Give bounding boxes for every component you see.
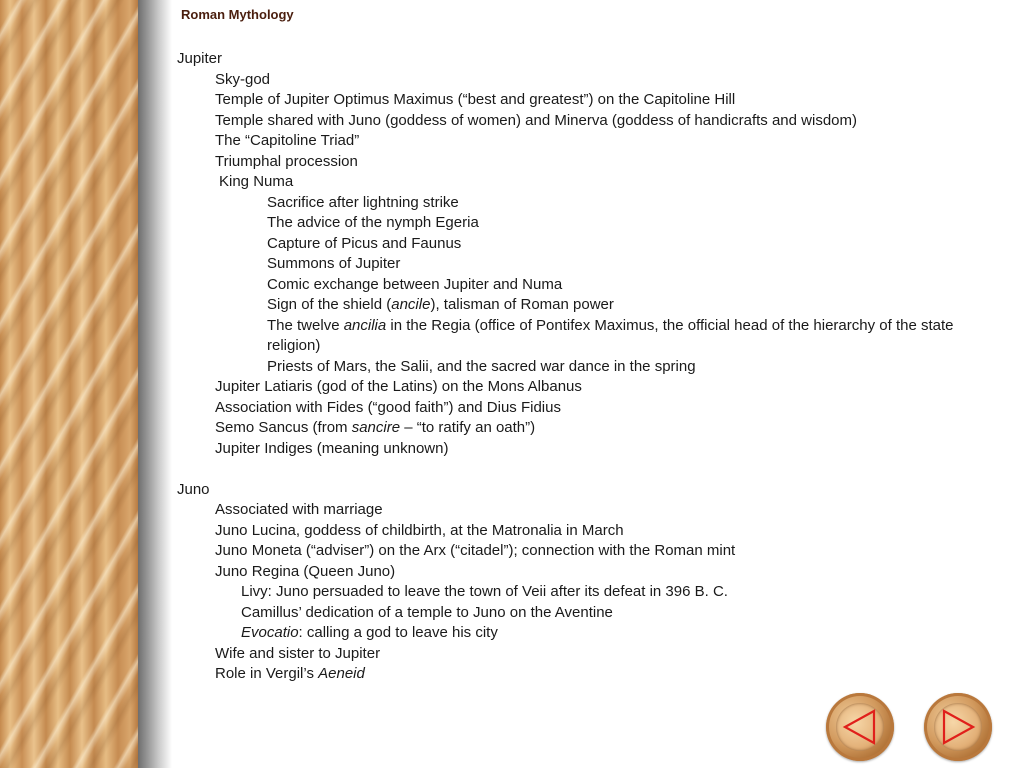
section-heading (177, 480, 997, 501)
outline-item (177, 418, 997, 439)
outline-item (177, 644, 997, 665)
section-gap (177, 459, 997, 480)
section-heading (177, 49, 997, 70)
previous-slide-button[interactable] (826, 693, 894, 761)
outline-item (177, 90, 997, 111)
text-run: Summons of Jupiter (267, 255, 401, 272)
outline-item (177, 193, 997, 214)
outline-item (177, 439, 997, 460)
text-run: King Numa (219, 173, 294, 190)
decorative-sidebar (0, 0, 138, 768)
outline-item (177, 316, 997, 357)
text-run: The “Capitoline Triad” (215, 132, 360, 149)
slide-content (177, 49, 997, 685)
text-run: – “to ratify an oath”) (400, 419, 536, 436)
outline-item (177, 521, 997, 542)
outline-item (177, 172, 997, 193)
outline-item (177, 603, 997, 624)
text-run: Juno Moneta (“adviser”) on the Arx (“citadel”); connection with the Roman mint (215, 542, 736, 559)
text-run: The twelve (267, 316, 344, 334)
italic-text: Evocatio (241, 624, 299, 641)
text-run: : calling a god to leave his city (298, 624, 498, 641)
text-run: Juno Lucina, goddess of childbirth, at the Matronalia in March (215, 521, 624, 539)
outline-item (177, 111, 997, 132)
italic-text: sancire (351, 419, 401, 436)
italic-text: ancile (391, 296, 431, 313)
text-run: Sacrifice after lightning strike (267, 193, 459, 211)
outline-item (177, 213, 997, 234)
outline-item (177, 152, 997, 173)
text-run: Association with Fides (“good faith”) and Dius Fidius (215, 398, 561, 416)
text-run: Jupiter (177, 50, 223, 67)
text-run: Sky-god (215, 70, 271, 88)
outline-item (177, 541, 997, 562)
outline-item (177, 623, 997, 644)
page-title: Roman Mythology (181, 7, 294, 22)
outline-item (177, 295, 997, 316)
text-run: Priests of Mars, the Salii, and the sacred war dance in the spring (267, 357, 696, 375)
text-run: in the Regia (office of Pontifex Maximus, the official head of the hierarchy of the state religion) (267, 316, 954, 354)
triangle-right-icon (934, 703, 982, 751)
text-run: Jupiter Latiaris (god of the Latins) on the Mons Albanus (215, 378, 582, 395)
text-run: Juno Regina (Queen Juno) (215, 562, 396, 580)
text-run: Associated with marriage (215, 501, 383, 518)
triangle-left-icon (836, 703, 884, 751)
outline-item (177, 664, 997, 685)
outline-item (177, 398, 997, 419)
text-run: Livy: Juno persuaded to leave the town of Veii after its defeat in 396 B. C. (241, 583, 728, 600)
text-run: ), talisman of Roman power (430, 296, 614, 313)
outline-item (177, 582, 997, 603)
text-run: Sign of the shield ( (267, 296, 392, 313)
text-run: Capture of Picus and Faunus (267, 234, 462, 252)
outline-item (177, 357, 997, 378)
text-run: Triumphal procession (215, 152, 358, 170)
outline-item (177, 234, 997, 255)
next-slide-button[interactable] (924, 693, 992, 761)
text-run: Semo Sancus (from (215, 419, 352, 436)
text-run: Comic exchange between Jupiter and Numa (267, 275, 563, 293)
text-run: The advice of the nymph Egeria (267, 214, 479, 231)
outline-item (177, 562, 997, 583)
text-run: Juno (177, 480, 210, 498)
sidebar-shadow (138, 0, 172, 768)
text-run: Wife and sister to Jupiter (215, 644, 381, 662)
outline-item (177, 254, 997, 275)
outline-item (177, 500, 997, 521)
text-run: Role in Vergil’s (215, 665, 319, 682)
text-run: Temple shared with Juno (goddess of women) and Minerva (goddess of handicrafts and wisdom) (215, 111, 857, 129)
outline-item (177, 70, 997, 91)
text-run: Camillus’ dedication of a temple to Juno on the Aventine (241, 603, 613, 621)
outline-item (177, 377, 997, 398)
outline-item (177, 275, 997, 296)
italic-text: ancilia (343, 316, 387, 334)
text-run: Jupiter Indiges (meaning unknown) (215, 439, 449, 457)
italic-text: Aeneid (318, 665, 365, 682)
outline-item (177, 131, 997, 152)
text-run: Temple of Jupiter Optimus Maximus (“best and greatest”) on the Capitoline Hill (215, 91, 736, 108)
